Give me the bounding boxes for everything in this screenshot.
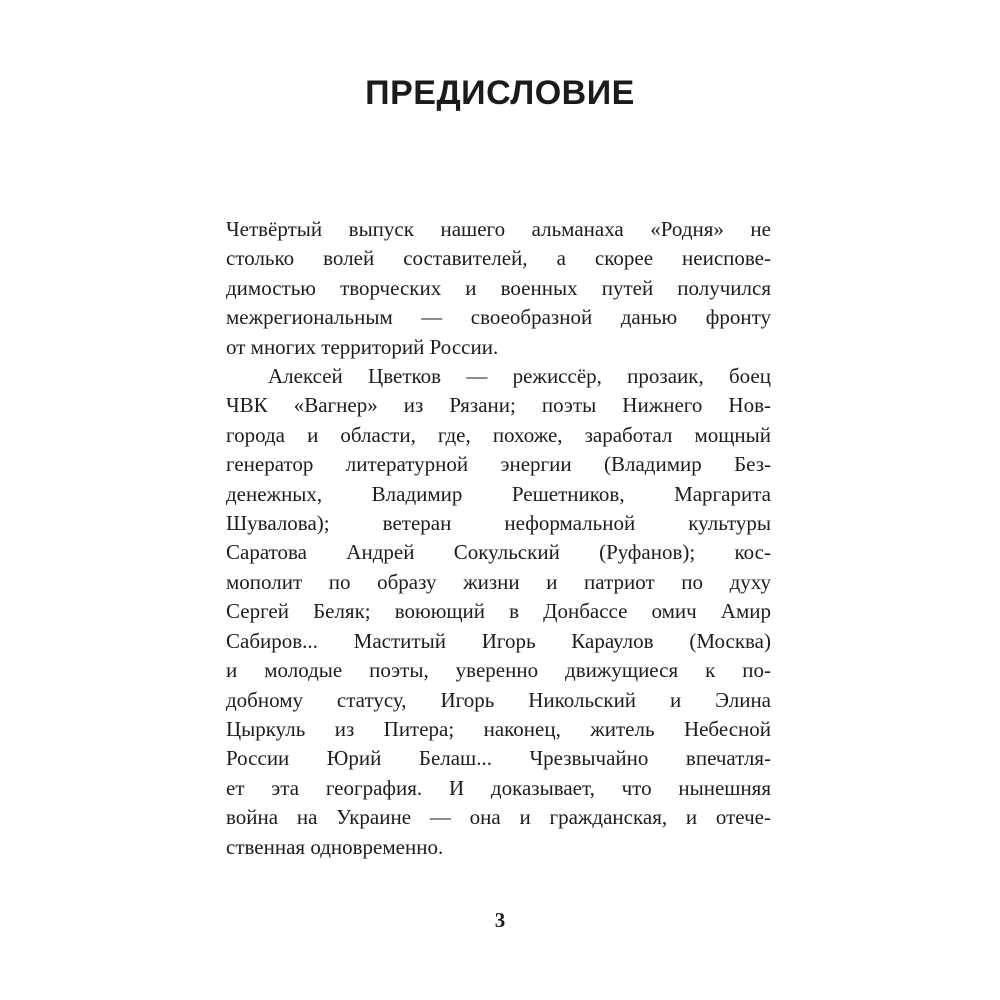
text-line: димостью творческих и военных путей получился — [226, 275, 771, 300]
text-line: города и области, где, похоже, заработал мощный — [226, 422, 771, 447]
text-line: столько волей составителей, а скорее неиспове- — [226, 246, 771, 271]
text-line: и молодые поэты, уверенно движущиеся к по- — [226, 658, 771, 683]
page-title: ПРЕДИСЛОВИЕ — [365, 74, 635, 112]
text-line: Сергей Беляк; воюющий в Донбассе омич Амир — [226, 599, 771, 624]
text-line: от многих территорий России. — [226, 334, 499, 359]
text-line: Четвёртый выпуск нашего альманаха «Родня» не — [226, 217, 771, 241]
body-text — [226, 215, 771, 862]
text-line: Шувалова); ветеран неформальной культуры — [226, 511, 771, 536]
text-line: мополит по образу жизни и патриот по духу — [226, 569, 771, 594]
paragraph-2 — [226, 362, 771, 862]
text-line: межрегиональным — своеобразной данью фронту — [226, 305, 771, 330]
text-line: России Юрий Белаш... Чрезвычайно впечатля- — [226, 746, 771, 771]
text-line: добному статусу, Игорь Никольский и Элина — [226, 687, 771, 712]
text-line: война на Украине — она и гражданская, и отече- — [226, 805, 771, 830]
text-line: Алексей Цветков — режиссёр, прозаик, боец — [268, 364, 771, 389]
text-line: генератор литературной энергии (Владимир Без- — [226, 452, 771, 477]
paragraph-1 — [226, 215, 771, 362]
text-line: ственная одновременно. — [226, 834, 444, 859]
text-line: Саратова Андрей Сокульский (Руфанов); кос- — [226, 540, 771, 565]
text-line: ЧВК «Вагнер» из Рязани; поэты Нижнего Нов- — [226, 393, 771, 418]
text-line: Сабиров... Маститый Игорь Караулов (Москва) — [226, 628, 771, 653]
page-number: 3 — [494, 908, 506, 932]
text-line: Цыркуль из Питера; наконец, житель Небесной — [226, 716, 771, 741]
text-line: денежных, Владимир Решетников, Маргарита — [226, 481, 771, 506]
text-line: ет эта география. И доказывает, что нынешняя — [226, 775, 771, 800]
